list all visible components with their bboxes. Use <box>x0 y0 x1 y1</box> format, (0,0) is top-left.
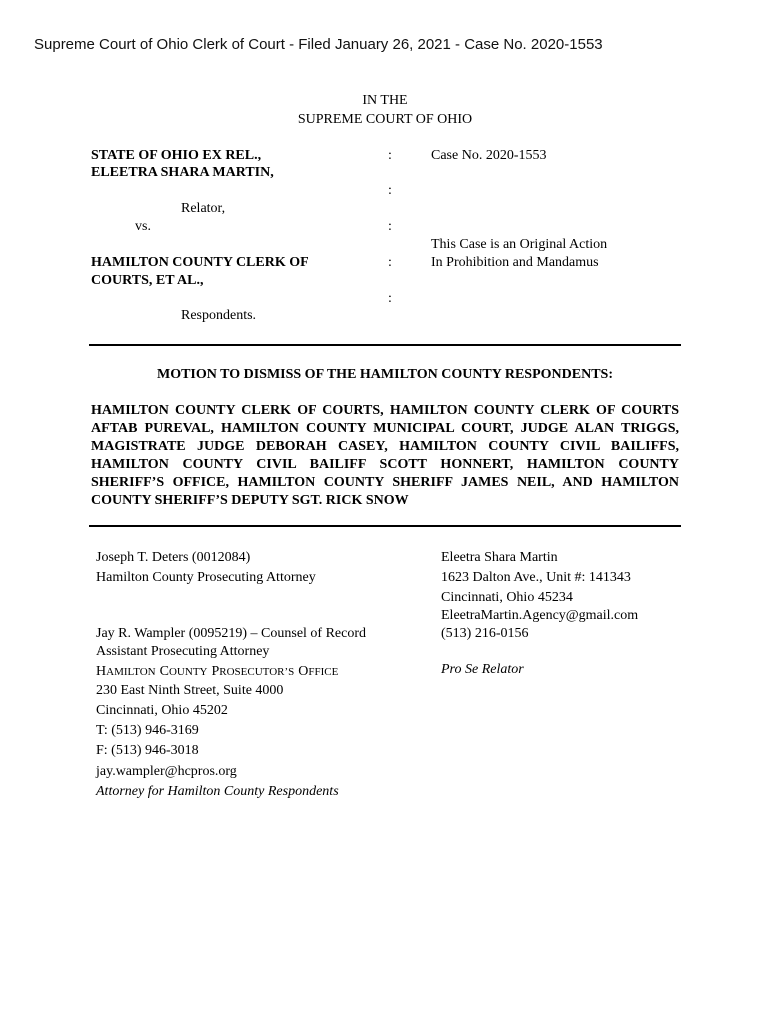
caption-separator: : <box>388 219 392 234</box>
office-address-1: 230 East Ninth Street, Suite 4000 <box>96 683 284 698</box>
counsel-title-1: Hamilton County Prosecuting Attorney <box>96 570 316 585</box>
relator-name: Eleetra Shara Martin <box>441 550 558 565</box>
caption-separator: : <box>388 183 392 198</box>
counsel-name-2: Jay R. Wampler (0095219) – Counsel of Record <box>96 626 367 641</box>
motion-title: MOTION TO DISMISS OF THE HAMILTON COUNTY RESPONDENTS: <box>156 367 613 382</box>
office-phone: T: (513) 946-3169 <box>96 723 199 738</box>
caption-separator: : <box>388 255 392 270</box>
counsel-name-1: Joseph T. Deters (0012084) <box>96 550 251 565</box>
caption-separator: : <box>388 291 392 306</box>
relator-phone: (513) 216-0156 <box>441 626 529 641</box>
respondent-parties-list: HAMILTON COUNTY CLERK OF COURTS, HAMILTON COUNTY CLERK OF COURTS AFTAB PUREVAL, HAMILTON COUNTY MUNICIPAL COURT, JUDGE ALAN TRIGGS, MAGISTRATE JUDGE DEBORAH CASEY, HAMILTON COUNTY CIVIL BAILIFFS, HAMILTON COUNTY CIVIL BAILIFF SCOTT HONNERT, HAMILTON COUNTY SHERIFF’S OFFICE, HAMILTON COUNTY SHERIFF JAMES NEIL, AND HAMILTON COUNTY SHERIFF’S DEPUTY SGT. RICK SNOW <box>91 403 679 508</box>
filing-header: Supreme Court of Ohio Clerk of Court - Filed January 26, 2021 - Case No. 2020-1553 <box>34 36 603 53</box>
action-type-line1: This Case is an Original Action <box>431 237 608 252</box>
caption-separator: : <box>388 148 392 163</box>
relator-caption-line1: STATE OF OHIO EX REL., <box>91 148 262 163</box>
office-address-2: Cincinnati, Ohio 45202 <box>96 703 228 718</box>
relator-caption-line2: ELEETRA SHARA MARTIN, <box>91 165 274 180</box>
action-type-line2: In Prohibition and Mandamus <box>431 255 599 270</box>
office-fax: F: (513) 946-3018 <box>96 743 199 758</box>
divider <box>89 525 681 527</box>
court-heading-line2: SUPREME COURT OF OHIO <box>297 112 473 127</box>
court-heading-line1: IN THE <box>362 93 408 108</box>
counsel-role: Attorney for Hamilton County Respondents <box>96 784 339 799</box>
respondent-role: Respondents. <box>181 308 257 323</box>
counsel-title-2: Assistant Prosecuting Attorney <box>96 644 270 659</box>
relator-role-label: Pro Se Relator <box>441 662 524 677</box>
case-number: Case No. 2020-1553 <box>431 148 547 163</box>
relator-address-2: Cincinnati, Ohio 45234 <box>441 590 573 605</box>
counsel-email[interactable]: jay.wampler@hcpros.org <box>96 764 237 779</box>
respondent-caption-line1: HAMILTON COUNTY CLERK OF <box>91 255 309 270</box>
relator-email[interactable]: EleetraMartin.Agency@gmail.com <box>441 608 639 623</box>
relator-role: Relator, <box>181 201 226 216</box>
divider <box>89 344 681 346</box>
versus-label: vs. <box>135 219 151 234</box>
prosecutor-office-name: HAMILTON COUNTY PROSECUTOR’S OFFICE <box>96 664 339 679</box>
relator-address-1: 1623 Dalton Ave., Unit #: 141343 <box>441 570 631 585</box>
respondent-caption-line2: COURTS, ET AL., <box>91 273 204 288</box>
